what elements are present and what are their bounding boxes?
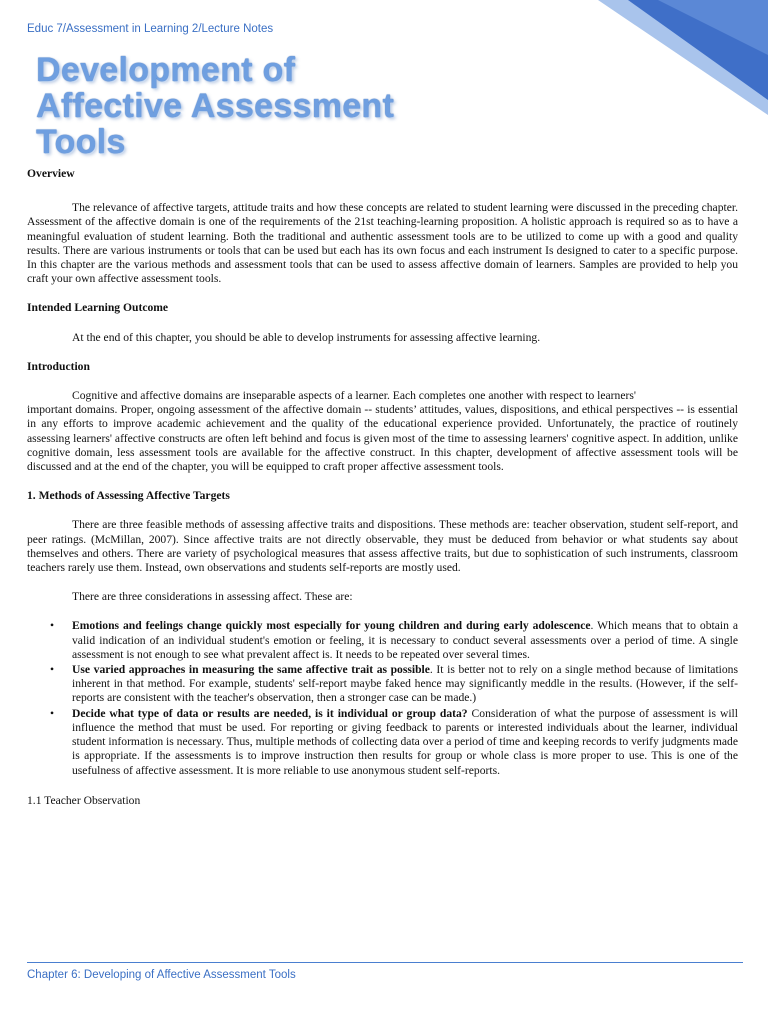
document-body — [27, 167, 738, 808]
section1-paragraph-2: There are three considerations in assessing affect. These are: — [72, 590, 353, 604]
list-item — [50, 663, 738, 706]
list-item-text: . It is better not to rely on a single method because of limitations inherent in that method. For example, students' self-report maybe faked hence may significantly meddle in the results. (However, if the self-reports are consistent with the teacher's observation, then a stronger case can be made.) — [72, 663, 738, 705]
considerations-list — [27, 619, 738, 777]
document-title — [36, 52, 556, 160]
introduction-paragraph-first-line: Cognitive and affective domains are inseparable aspects of a learner. Each completes one another with respect to learners' — [72, 389, 636, 403]
header-course-note: Educ 7/Assessment in Learning 2/Lecture Notes — [27, 23, 274, 35]
bullet-icon: • — [50, 663, 55, 677]
overview-heading: Overview — [27, 167, 75, 180]
footer-chapter-note: Chapter 6: Developing of Affective Assessment Tools — [27, 969, 296, 981]
list-item-bold-lead: Decide what type of data or results are needed, is it individual or group data? — [72, 706, 468, 720]
list-item-bold-lead: Emotions and feelings change quickly most especially for young children and during early adolescence — [72, 619, 591, 633]
footer-divider — [27, 962, 743, 963]
corner-decoration — [598, 0, 768, 115]
title-line-2: Affective Assessment — [36, 87, 395, 125]
list-item-bold-lead: Use varied approaches in measuring the same affective trait as possible — [72, 663, 430, 677]
list-item — [50, 706, 738, 778]
ilo-paragraph: At the end of this chapter, you should be able to develop instruments for assessing affective learning. — [72, 330, 541, 344]
introduction-paragraph: important domains. Proper, ongoing assessment of the affective domain -- students’ attitudes, values, dispositions, and ethical perspectives -- is essential in any efforts to improve academic achievement and the quality of the educational experience provided. Unfortunately, the practice of routinely assessing learners' affective constructs are often left behind and focus is given most of the time to assessing learners' cognitive aspect. In addition, unlike cognitive domain, less assessment tools are available for the affective construct. In this chapter, development of affective assessment tools will be discussed and at the end of the chapter, you will be equipped to craft proper affective assessment tools. — [27, 403, 738, 474]
list-item-text: Consideration of what the purpose of assessment is will influence the method that must be used. For reporting or giving feedback to parents or interested individuals about the learner, individual student information is necessary. Thus, multiple methods of collecting data over a period of time and keeping records to verify judgments made is appropriate. If the assessments is to improve instruction then results for group or whole class is more proper to use. This is one of the usefulness of affective assessment. It is more reliable to use anonymous student self-reports. — [72, 706, 738, 777]
title-line-1: Development of — [36, 51, 296, 89]
section1-paragraph-1: There are three feasible methods of assessing affective traits and dispositions. These methods are: teacher observation, student self-report, and peer ratings. (McMillan, 2007). Since affective traits are not directly observable, they must be deduced from behavior or what students say about themselves and others. There are variety of psychological measures that assess affective traits, but due to sophistication of such instruments, classroom teachers rarely use them. Instead, own observations and students self-reports are mostly used. — [27, 518, 738, 575]
bullet-icon: • — [50, 619, 55, 633]
section1-heading: 1. Methods of Assessing Affective Targets — [27, 489, 230, 503]
introduction-heading: Introduction — [27, 359, 90, 373]
list-item-text: . Which means that to obtain a valid indication of an individual student's emotion or feeling, it is necessary to conduct several assessments over a period of time. A single assessment is not enough to see what prevalent affect is. It needs to be repeated over several times. — [72, 619, 738, 661]
title-line-3: Tools — [36, 123, 126, 161]
bullet-icon: • — [50, 706, 55, 720]
list-item — [50, 619, 738, 662]
subsection-1-1-heading: 1.1 Teacher Observation — [27, 793, 141, 807]
overview-paragraph: The relevance of affective targets, attitude traits and how these concepts are related to student learning were discussed in the preceding chapter. Assessment of the affective domain is one of the requirements of the 21st teaching-learning proposition. A holistic approach is required so as to have a meaningful evaluation of student learning. Both the traditional and authentic assessment tools are to be utilized to come up with a good and quality results. There are various instruments or tools that can be used but each has its own focus and each instrument Is designed to cater to a specific purpose. In this chapter are the various methods and assessment tools that can be used to assess affective domain of learners. Samples are provided to help you craft your own affective assessment tools. — [27, 201, 738, 286]
ilo-heading: Intended Learning Outcome — [27, 301, 169, 315]
